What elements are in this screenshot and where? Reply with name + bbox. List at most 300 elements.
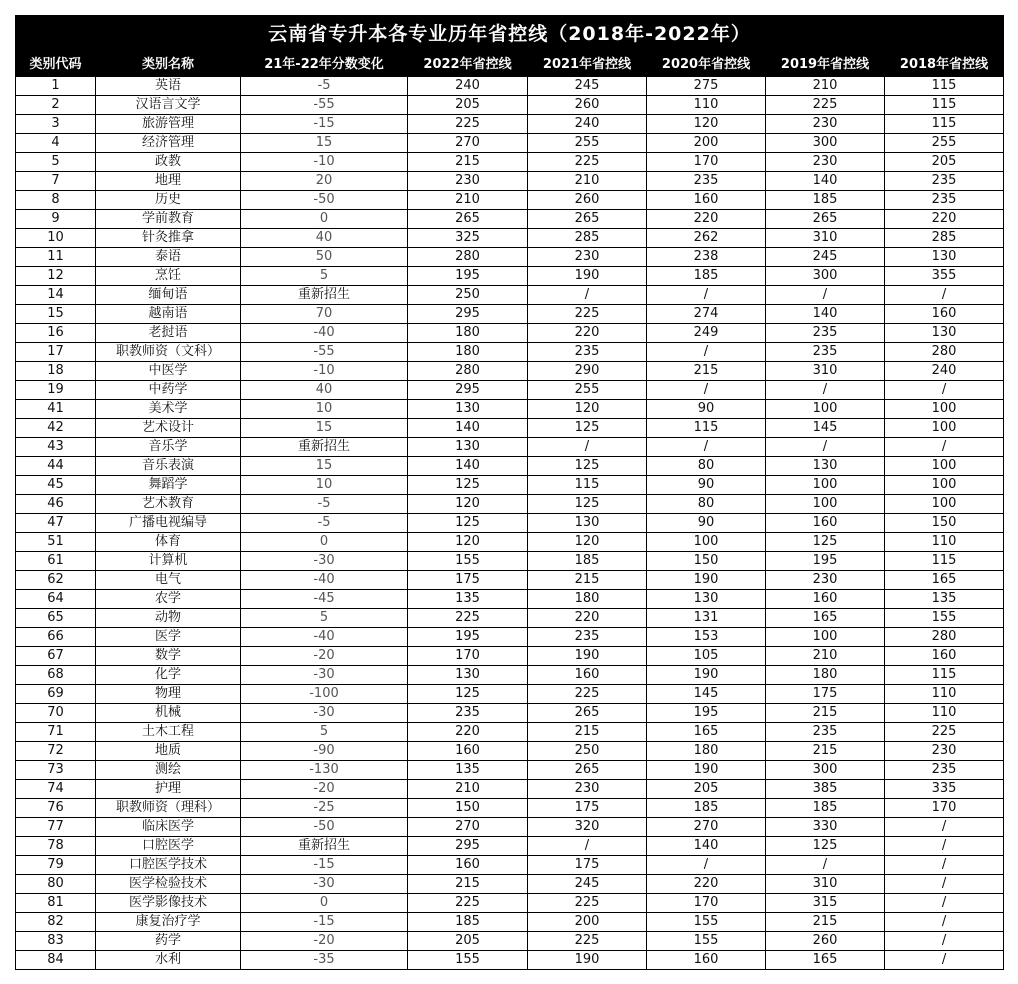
cell-change: 重新招生 bbox=[241, 438, 408, 457]
cell-2020: 205 bbox=[647, 780, 766, 799]
cell-2018: 130 bbox=[885, 248, 1004, 267]
cell-code: 72 bbox=[16, 742, 96, 761]
cell-code: 73 bbox=[16, 761, 96, 780]
cell-2020: 80 bbox=[647, 457, 766, 476]
table-row bbox=[16, 932, 1004, 951]
cell-2020: 115 bbox=[647, 419, 766, 438]
table-row bbox=[16, 77, 1004, 96]
cell-code: 70 bbox=[16, 704, 96, 723]
cell-2020: 170 bbox=[647, 153, 766, 172]
cell-2022: 235 bbox=[408, 704, 528, 723]
cell-2022: 205 bbox=[408, 96, 528, 115]
cell-name: 针灸推拿 bbox=[96, 229, 241, 248]
cell-change: -90 bbox=[241, 742, 408, 761]
cell-code: 67 bbox=[16, 647, 96, 666]
cell-change: 0 bbox=[241, 533, 408, 552]
cell-2019: 100 bbox=[766, 495, 885, 514]
cell-2022: 250 bbox=[408, 286, 528, 305]
cell-2021: 265 bbox=[528, 761, 647, 780]
cell-2022: 195 bbox=[408, 628, 528, 647]
cell-2022: 230 bbox=[408, 172, 528, 191]
table-row bbox=[16, 742, 1004, 761]
cell-change: 5 bbox=[241, 267, 408, 286]
cell-code: 61 bbox=[16, 552, 96, 571]
cell-name: 医学检验技术 bbox=[96, 875, 241, 894]
cell-2018: 235 bbox=[885, 761, 1004, 780]
cell-change: -50 bbox=[241, 191, 408, 210]
cell-2018: 155 bbox=[885, 609, 1004, 628]
cell-name: 老挝语 bbox=[96, 324, 241, 343]
cell-2019: 210 bbox=[766, 77, 885, 96]
cell-2020: 220 bbox=[647, 210, 766, 229]
cell-change: 0 bbox=[241, 894, 408, 913]
cell-2019: 125 bbox=[766, 837, 885, 856]
cell-2019: 310 bbox=[766, 229, 885, 248]
cell-2020: 262 bbox=[647, 229, 766, 248]
cell-2018: 135 bbox=[885, 590, 1004, 609]
cell-2019: 215 bbox=[766, 913, 885, 932]
cell-name: 音乐表演 bbox=[96, 457, 241, 476]
cell-code: 66 bbox=[16, 628, 96, 647]
cell-change: 5 bbox=[241, 723, 408, 742]
cell-2019: 210 bbox=[766, 647, 885, 666]
cell-name: 职教师资（理科） bbox=[96, 799, 241, 818]
cell-code: 68 bbox=[16, 666, 96, 685]
cell-name: 口腔医学技术 bbox=[96, 856, 241, 875]
cell-change: -40 bbox=[241, 571, 408, 590]
cell-2019: 310 bbox=[766, 875, 885, 894]
cell-2021: 180 bbox=[528, 590, 647, 609]
cell-name: 地理 bbox=[96, 172, 241, 191]
cell-2022: 120 bbox=[408, 495, 528, 514]
cell-2019: 185 bbox=[766, 191, 885, 210]
cell-2020: 190 bbox=[647, 761, 766, 780]
cell-2019: 245 bbox=[766, 248, 885, 267]
cell-change: -50 bbox=[241, 818, 408, 837]
cell-2020: 145 bbox=[647, 685, 766, 704]
cell-code: 10 bbox=[16, 229, 96, 248]
cell-change: -55 bbox=[241, 96, 408, 115]
cell-2018: / bbox=[885, 438, 1004, 457]
cell-change: -40 bbox=[241, 628, 408, 647]
cell-change: -10 bbox=[241, 362, 408, 381]
cell-2018: / bbox=[885, 818, 1004, 837]
cell-2019: 140 bbox=[766, 172, 885, 191]
cell-2020: 90 bbox=[647, 400, 766, 419]
cell-2020: 100 bbox=[647, 533, 766, 552]
cell-name: 水利 bbox=[96, 951, 241, 970]
cell-name: 英语 bbox=[96, 77, 241, 96]
cell-2022: 130 bbox=[408, 400, 528, 419]
cell-2022: 265 bbox=[408, 210, 528, 229]
cell-2022: 220 bbox=[408, 723, 528, 742]
cell-code: 2 bbox=[16, 96, 96, 115]
cell-2019: 165 bbox=[766, 951, 885, 970]
cell-code: 3 bbox=[16, 115, 96, 134]
cell-2018: 115 bbox=[885, 96, 1004, 115]
cell-code: 69 bbox=[16, 685, 96, 704]
cell-change: -15 bbox=[241, 913, 408, 932]
cell-name: 药学 bbox=[96, 932, 241, 951]
cell-2019: 315 bbox=[766, 894, 885, 913]
cell-2021: 160 bbox=[528, 666, 647, 685]
cell-2021: 255 bbox=[528, 381, 647, 400]
cell-code: 17 bbox=[16, 343, 96, 362]
cell-2019: 230 bbox=[766, 153, 885, 172]
cell-2018: 280 bbox=[885, 343, 1004, 362]
cell-2019: 125 bbox=[766, 533, 885, 552]
table-row bbox=[16, 495, 1004, 514]
cell-2021: 175 bbox=[528, 856, 647, 875]
cell-2021: 235 bbox=[528, 343, 647, 362]
cell-name: 农学 bbox=[96, 590, 241, 609]
cell-change: -55 bbox=[241, 343, 408, 362]
cell-name: 广播电视编导 bbox=[96, 514, 241, 533]
cell-2019: 225 bbox=[766, 96, 885, 115]
cell-2019: 160 bbox=[766, 590, 885, 609]
cell-2021: 265 bbox=[528, 704, 647, 723]
cell-2021: 225 bbox=[528, 685, 647, 704]
cell-2018: 115 bbox=[885, 552, 1004, 571]
cell-code: 64 bbox=[16, 590, 96, 609]
table-row bbox=[16, 286, 1004, 305]
cell-2020: / bbox=[647, 856, 766, 875]
score-table bbox=[15, 15, 1004, 970]
cell-2018: 110 bbox=[885, 685, 1004, 704]
cell-change: 15 bbox=[241, 419, 408, 438]
header-score-change: 21年-22年分数变化 bbox=[241, 49, 408, 77]
cell-change: -45 bbox=[241, 590, 408, 609]
title-row bbox=[16, 16, 1004, 49]
cell-name: 缅甸语 bbox=[96, 286, 241, 305]
table-row bbox=[16, 305, 1004, 324]
cell-2022: 225 bbox=[408, 894, 528, 913]
cell-2021: 130 bbox=[528, 514, 647, 533]
cell-2019: 230 bbox=[766, 571, 885, 590]
cell-2018: 115 bbox=[885, 77, 1004, 96]
cell-name: 艺术设计 bbox=[96, 419, 241, 438]
cell-2018: 100 bbox=[885, 476, 1004, 495]
cell-change: 20 bbox=[241, 172, 408, 191]
column-header-row bbox=[16, 49, 1004, 77]
cell-code: 43 bbox=[16, 438, 96, 457]
cell-code: 47 bbox=[16, 514, 96, 533]
cell-2022: 295 bbox=[408, 381, 528, 400]
table-row bbox=[16, 818, 1004, 837]
header-2020: 2020年省控线 bbox=[647, 49, 766, 77]
cell-2022: 150 bbox=[408, 799, 528, 818]
cell-2018: 280 bbox=[885, 628, 1004, 647]
cell-2020: / bbox=[647, 438, 766, 457]
table-row bbox=[16, 514, 1004, 533]
cell-2021: 120 bbox=[528, 533, 647, 552]
table-body bbox=[16, 77, 1004, 970]
cell-2020: 195 bbox=[647, 704, 766, 723]
cell-2021: 225 bbox=[528, 894, 647, 913]
cell-code: 46 bbox=[16, 495, 96, 514]
cell-2019: 215 bbox=[766, 742, 885, 761]
cell-2022: 280 bbox=[408, 362, 528, 381]
header-category-code: 类别代码 bbox=[16, 49, 96, 77]
cell-change: -130 bbox=[241, 761, 408, 780]
cell-2019: / bbox=[766, 856, 885, 875]
cell-2018: 170 bbox=[885, 799, 1004, 818]
table-row bbox=[16, 248, 1004, 267]
cell-change: -5 bbox=[241, 495, 408, 514]
table-row bbox=[16, 191, 1004, 210]
table-title: 云南省专升本各专业历年省控线（2018年-2022年） bbox=[16, 16, 1004, 49]
cell-change: -20 bbox=[241, 780, 408, 799]
table-row bbox=[16, 913, 1004, 932]
cell-2019: 130 bbox=[766, 457, 885, 476]
cell-change: -30 bbox=[241, 666, 408, 685]
table-row bbox=[16, 685, 1004, 704]
table-row bbox=[16, 457, 1004, 476]
cell-name: 中医学 bbox=[96, 362, 241, 381]
cell-2021: 225 bbox=[528, 153, 647, 172]
cell-change: -30 bbox=[241, 875, 408, 894]
cell-2018: 115 bbox=[885, 115, 1004, 134]
cell-2022: 175 bbox=[408, 571, 528, 590]
cell-2018: 235 bbox=[885, 191, 1004, 210]
cell-code: 4 bbox=[16, 134, 96, 153]
cell-code: 8 bbox=[16, 191, 96, 210]
cell-2022: 270 bbox=[408, 134, 528, 153]
cell-2021: 255 bbox=[528, 134, 647, 153]
table-row bbox=[16, 96, 1004, 115]
cell-2021: 210 bbox=[528, 172, 647, 191]
cell-code: 16 bbox=[16, 324, 96, 343]
cell-name: 体育 bbox=[96, 533, 241, 552]
cell-2019: 300 bbox=[766, 267, 885, 286]
cell-2018: / bbox=[885, 894, 1004, 913]
cell-2022: 140 bbox=[408, 419, 528, 438]
cell-2020: 165 bbox=[647, 723, 766, 742]
cell-2019: 160 bbox=[766, 514, 885, 533]
table-row bbox=[16, 343, 1004, 362]
cell-2020: 170 bbox=[647, 894, 766, 913]
cell-2020: 105 bbox=[647, 647, 766, 666]
table-row bbox=[16, 647, 1004, 666]
table-row bbox=[16, 704, 1004, 723]
cell-change: -25 bbox=[241, 799, 408, 818]
cell-2018: / bbox=[885, 856, 1004, 875]
table-row bbox=[16, 609, 1004, 628]
table-row bbox=[16, 552, 1004, 571]
cell-2020: 80 bbox=[647, 495, 766, 514]
cell-2022: 135 bbox=[408, 761, 528, 780]
cell-2022: 210 bbox=[408, 191, 528, 210]
cell-2021: / bbox=[528, 438, 647, 457]
cell-2019: 300 bbox=[766, 761, 885, 780]
header-2019: 2019年省控线 bbox=[766, 49, 885, 77]
cell-2019: / bbox=[766, 438, 885, 457]
cell-change: -40 bbox=[241, 324, 408, 343]
cell-code: 79 bbox=[16, 856, 96, 875]
table-row bbox=[16, 210, 1004, 229]
cell-2020: 110 bbox=[647, 96, 766, 115]
cell-2022: 195 bbox=[408, 267, 528, 286]
cell-name: 舞蹈学 bbox=[96, 476, 241, 495]
cell-name: 学前教育 bbox=[96, 210, 241, 229]
cell-2022: 205 bbox=[408, 932, 528, 951]
cell-2021: 190 bbox=[528, 647, 647, 666]
table-row bbox=[16, 666, 1004, 685]
table-row bbox=[16, 476, 1004, 495]
cell-code: 7 bbox=[16, 172, 96, 191]
cell-change: 重新招生 bbox=[241, 837, 408, 856]
cell-2022: 135 bbox=[408, 590, 528, 609]
cell-2018: 150 bbox=[885, 514, 1004, 533]
cell-2021: 250 bbox=[528, 742, 647, 761]
cell-2018: 220 bbox=[885, 210, 1004, 229]
table-row bbox=[16, 419, 1004, 438]
cell-name: 医学 bbox=[96, 628, 241, 647]
table-row bbox=[16, 400, 1004, 419]
cell-change: 10 bbox=[241, 476, 408, 495]
cell-code: 12 bbox=[16, 267, 96, 286]
cell-2022: 215 bbox=[408, 153, 528, 172]
cell-2019: 300 bbox=[766, 134, 885, 153]
cell-2020: 249 bbox=[647, 324, 766, 343]
cell-2022: 120 bbox=[408, 533, 528, 552]
table-row bbox=[16, 894, 1004, 913]
cell-2021: 190 bbox=[528, 951, 647, 970]
cell-2019: 140 bbox=[766, 305, 885, 324]
cell-code: 62 bbox=[16, 571, 96, 590]
cell-2018: 110 bbox=[885, 533, 1004, 552]
cell-2022: 160 bbox=[408, 856, 528, 875]
cell-2021: 125 bbox=[528, 419, 647, 438]
cell-2021: 285 bbox=[528, 229, 647, 248]
cell-name: 计算机 bbox=[96, 552, 241, 571]
cell-2018: 235 bbox=[885, 172, 1004, 191]
cell-2020: 190 bbox=[647, 666, 766, 685]
cell-2018: / bbox=[885, 875, 1004, 894]
table-row bbox=[16, 381, 1004, 400]
cell-2021: 115 bbox=[528, 476, 647, 495]
table-row bbox=[16, 571, 1004, 590]
table-row bbox=[16, 837, 1004, 856]
cell-2020: 185 bbox=[647, 267, 766, 286]
cell-2022: 280 bbox=[408, 248, 528, 267]
cell-2018: / bbox=[885, 913, 1004, 932]
cell-2020: 180 bbox=[647, 742, 766, 761]
cell-2019: 100 bbox=[766, 400, 885, 419]
cell-name: 临床医学 bbox=[96, 818, 241, 837]
cell-2018: / bbox=[885, 951, 1004, 970]
cell-2018: 230 bbox=[885, 742, 1004, 761]
cell-2020: 235 bbox=[647, 172, 766, 191]
cell-2020: 190 bbox=[647, 571, 766, 590]
table-row bbox=[16, 875, 1004, 894]
cell-change: -15 bbox=[241, 856, 408, 875]
cell-2022: 180 bbox=[408, 324, 528, 343]
cell-name: 职教师资（文科） bbox=[96, 343, 241, 362]
cell-2018: 355 bbox=[885, 267, 1004, 286]
cell-2019: 230 bbox=[766, 115, 885, 134]
cell-change: 10 bbox=[241, 400, 408, 419]
cell-2018: 165 bbox=[885, 571, 1004, 590]
cell-code: 82 bbox=[16, 913, 96, 932]
cell-2020: 160 bbox=[647, 191, 766, 210]
cell-2019: 195 bbox=[766, 552, 885, 571]
cell-code: 15 bbox=[16, 305, 96, 324]
cell-2018: 335 bbox=[885, 780, 1004, 799]
cell-2020: 130 bbox=[647, 590, 766, 609]
cell-2021: 125 bbox=[528, 457, 647, 476]
cell-2018: 130 bbox=[885, 324, 1004, 343]
cell-2019: 235 bbox=[766, 343, 885, 362]
cell-2019: 180 bbox=[766, 666, 885, 685]
cell-2020: / bbox=[647, 381, 766, 400]
cell-change: 0 bbox=[241, 210, 408, 229]
cell-code: 5 bbox=[16, 153, 96, 172]
cell-2021: 120 bbox=[528, 400, 647, 419]
cell-2022: 210 bbox=[408, 780, 528, 799]
cell-2021: 225 bbox=[528, 932, 647, 951]
cell-2020: 153 bbox=[647, 628, 766, 647]
cell-2018: 100 bbox=[885, 400, 1004, 419]
cell-name: 中药学 bbox=[96, 381, 241, 400]
cell-name: 电气 bbox=[96, 571, 241, 590]
cell-change: 5 bbox=[241, 609, 408, 628]
table-row bbox=[16, 115, 1004, 134]
cell-2019: / bbox=[766, 381, 885, 400]
cell-2018: 255 bbox=[885, 134, 1004, 153]
cell-change: 50 bbox=[241, 248, 408, 267]
cell-2021: 175 bbox=[528, 799, 647, 818]
cell-2022: 270 bbox=[408, 818, 528, 837]
cell-code: 42 bbox=[16, 419, 96, 438]
cell-2018: / bbox=[885, 286, 1004, 305]
cell-2022: 325 bbox=[408, 229, 528, 248]
cell-code: 14 bbox=[16, 286, 96, 305]
cell-2018: 100 bbox=[885, 495, 1004, 514]
cell-2022: 295 bbox=[408, 305, 528, 324]
cell-name: 越南语 bbox=[96, 305, 241, 324]
cell-2018: 110 bbox=[885, 704, 1004, 723]
cell-name: 音乐学 bbox=[96, 438, 241, 457]
cell-code: 83 bbox=[16, 932, 96, 951]
cell-2019: 100 bbox=[766, 476, 885, 495]
cell-2022: 185 bbox=[408, 913, 528, 932]
table-row bbox=[16, 229, 1004, 248]
cell-2019: 100 bbox=[766, 628, 885, 647]
cell-change: -30 bbox=[241, 552, 408, 571]
cell-2021: 230 bbox=[528, 780, 647, 799]
cell-change: 15 bbox=[241, 134, 408, 153]
cell-2020: 270 bbox=[647, 818, 766, 837]
cell-2022: 225 bbox=[408, 115, 528, 134]
cell-2021: 125 bbox=[528, 495, 647, 514]
cell-2021: 260 bbox=[528, 96, 647, 115]
cell-2020: 140 bbox=[647, 837, 766, 856]
cell-2020: 120 bbox=[647, 115, 766, 134]
cell-change: -20 bbox=[241, 932, 408, 951]
cell-2020: / bbox=[647, 286, 766, 305]
cell-2020: 155 bbox=[647, 932, 766, 951]
cell-2021: 230 bbox=[528, 248, 647, 267]
cell-code: 9 bbox=[16, 210, 96, 229]
cell-2019: 385 bbox=[766, 780, 885, 799]
cell-2021: 240 bbox=[528, 115, 647, 134]
cell-2019: 265 bbox=[766, 210, 885, 229]
cell-2018: 115 bbox=[885, 666, 1004, 685]
cell-2021: 260 bbox=[528, 191, 647, 210]
cell-change: -5 bbox=[241, 514, 408, 533]
cell-2020: 238 bbox=[647, 248, 766, 267]
